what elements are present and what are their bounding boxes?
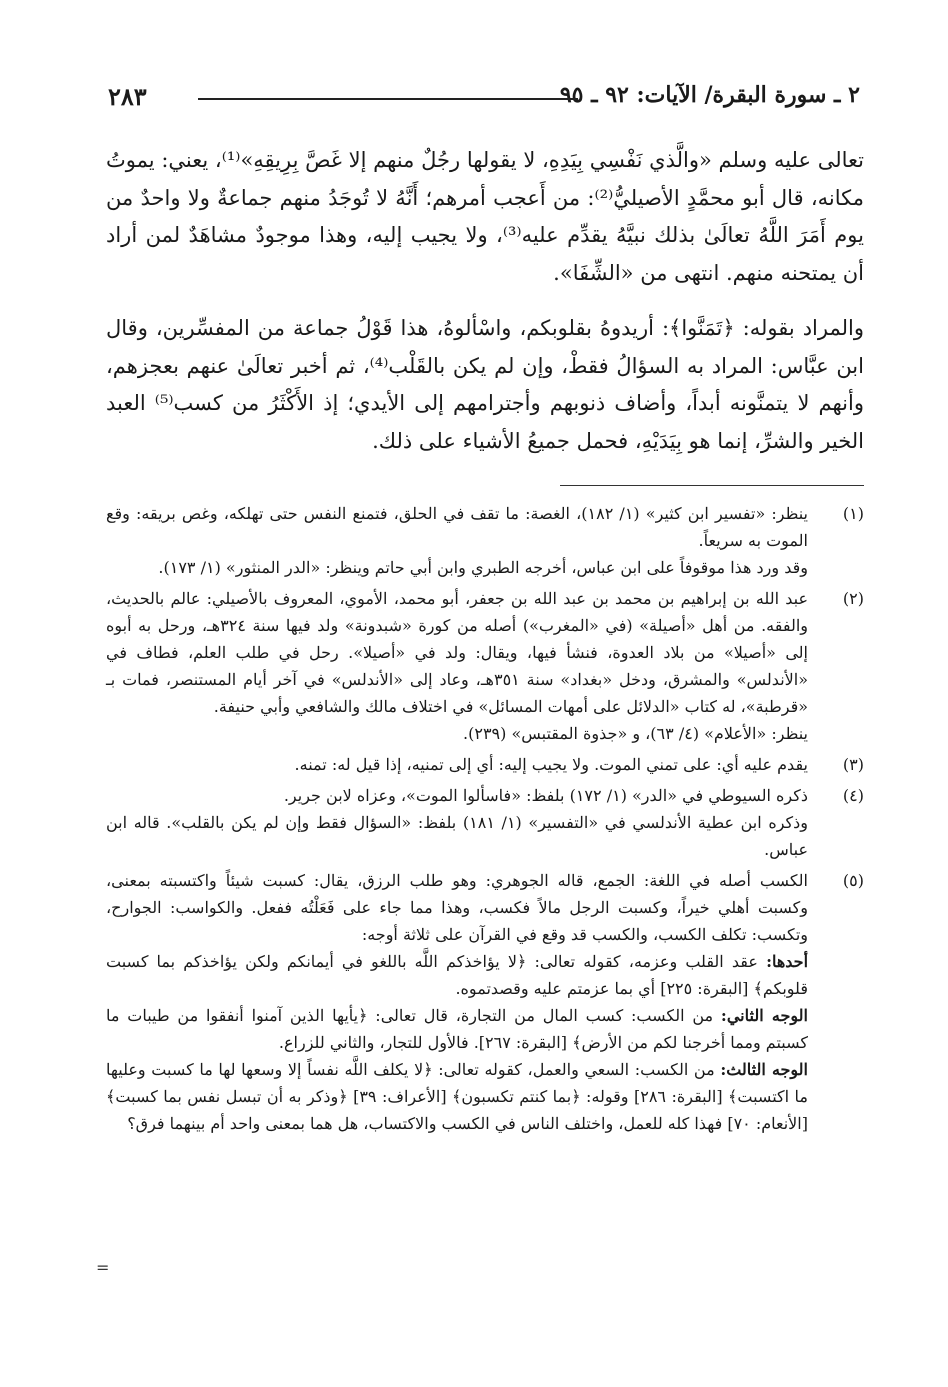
way-label: الوجه الثاني:	[720, 1006, 808, 1025]
footnote-2	[106, 585, 866, 747]
footnote-extra: وقد ورد هذا موقوفاً على ابن عباس، أخرجه الطبري وابن أبي حاتم وينظر: «الدر المنثور» (١/ ١٧٣).	[158, 558, 808, 577]
footnote-number: (١)	[842, 504, 864, 523]
footnote-way-2	[106, 1002, 808, 1056]
footnotes	[106, 500, 866, 1137]
footnote-text: ينظر: «تفسير ابن كثير» (١/ ١٨٢)، الغصة: ما تقف في الحلق، فتمنع النفس حتى تهلكه، وغص بريقه: وقع الموت به سريعاً.	[106, 504, 808, 550]
page-number: ٢٨٣	[108, 82, 147, 111]
main-text	[106, 142, 864, 460]
header-rule	[198, 98, 578, 100]
footnote-number: (٢)	[842, 589, 864, 608]
footnote-text: ذكره السيوطي في «الدر» (١/ ١٧٢) بلفظ: «فاسألوا الموت»، وعزاه لابن جرير.	[283, 786, 808, 805]
main-paragraph-2: والمراد بقوله: ﴿تَمَنَّوا﴾: أريدوهُ بقلوبكم، واسْألوهُ، هذا قَوْلُ جماعة من المفسِّرين، وقال ابن عبَّاس: المراد به السؤالُ فقطْ، وإن لم يكن بالقَلْب⁽⁴⁾، ثم أخبر تعالَىٰ عنهم بعجزهم، وأنهم لا يتمنَّونه أبداً، وأضاف ذنوبهم وأجترامهم إلى الأيدي؛ إذ الأَكْثَرُ من كسب⁽⁵⁾ العبد الخير والشرِّ، إنما هو بِيَدَيْهِ، فحمل جميعُ الأشياء على ذلك.	[106, 316, 865, 453]
footnote-way-1	[106, 948, 808, 1002]
footnote-text: عبد الله بن إبراهيم بن محمد بن عبد الله بن جعفر، أبو محمد، الأموي، المعروف بالأصيلي: عالم بالحديث، والفقه. من أهل «أصيلة» (في «المغرب») أصله من كورة «شبدونة» ولد فيها سنة ٣٢٤هـ، ورحل به أبوه إلى «أصيلا» من بلاد العدوة، فنشأ فيها، ويقال: ولد في «أصيلا». رحل في طلب العلم، فطاف في «الأندلس» والمشرق، ودخل «بغداد» سنة ٣٥١هـ، وعاد إلى «الأندلس» في آخر أيام المستنصر، فمات بـ «قرطبة»، له كتاب «الدلائل على أمهات المسائل» في اختلاف مالك والشافعي وأبي حنيفة.	[106, 589, 808, 716]
way-text: من الكسب: كسب المال من التجارة، قال تعالى: ﴿يأيها الذين آمنوا أنفقوا من طيبات ما كسبتم ومما أخرجنا لكم من الأرض﴾ [البقرة: ٢٦٧]. فالأول للتجار، والثاني للزراع.	[106, 1006, 808, 1052]
way-label: الوجه الثالث:	[720, 1060, 809, 1079]
footnote-5	[106, 867, 866, 1137]
footnote-extra: ينظر: «الأعلام» (٤/ ٦٣)، و «جذوة المقتبس» (٢٣٩).	[463, 724, 808, 743]
footnote-4	[106, 782, 866, 863]
footnote-extra: وذكره ابن عطية الأندلسي في «التفسير» (١/ ١٨١) بلفظ: «السؤال فقط وإن لم يكن بالقلب». قاله ابن عباس.	[106, 813, 809, 859]
footnote-3	[106, 751, 866, 778]
footnote-number: (٥)	[842, 871, 864, 890]
footnote-text: يقدم عليه أي: على تمني الموت. ولا يجيب إليه: أي إلى تمنيه، إذا قيل له: تمنه.	[294, 755, 808, 774]
running-title: ٢ ـ سورة البقرة/ الآيات: ٩٢ ـ ٩٥	[559, 82, 860, 108]
page-header	[108, 82, 860, 118]
way-text: عقد القلب وعزمه، كقوله تعالى: ﴿لا يؤاخذكم اللَّه باللغو في أيمانكم ولكن يؤاخذكم بما كسبت قلوبكم﴾ [البقرة: ٢٢٥] أي بما عزمتم عليه وقصدتموه.	[106, 952, 808, 998]
footnote-separator	[560, 485, 864, 486]
way-text: من الكسب: السعي والعمل، كقوله تعالى: ﴿لا يكلف اللَّه نفساً إلا وسعها لها ما كسبت وعليها ما اكتسبت﴾ [البقرة: ٢٨٦] وقوله: ﴿بما كنتم تكسبون﴾ [الأعراف: ٣٩] ﴿وذكر به أن تبسل نفس بما كسبت﴾ [الأنعام: ٧٠] فهذا كله للعمل، واختلف الناس في الكسب والاكتساب، هل هما بمعنى واحد أم بينهما فرق؟	[106, 1060, 808, 1133]
main-paragraph-1: تعالى عليه وسلم «والَّذي نَفْسِي بِيَدِهِ، لا يقولها رجُلٌ منهم إلا غَصَّ بِرِيقِهِ»⁽¹⁾، يعني: يموتُ مكانه، قال أبو محمَّدٍ الأصيليُّ⁽²⁾: من أَعجب أمرهم؛ أَنَّهُ لا تُوجَدُ منهم جماعةٌ ولا واحدٌ من يوم أَمَرَ اللَّهُ تعالَىٰ بذلك نبيَّهُ يقدِّم عليه⁽³⁾، ولا يجيب إليه، وهذا موجودٌ مشاهَدٌ لمن أراد أن يمتحنه منهم. انتهى من «الشِّفَا».	[106, 148, 865, 285]
footnote-number: (٤)	[842, 786, 864, 805]
continuation-mark: =	[96, 1258, 110, 1277]
footnote-number: (٣)	[842, 755, 864, 774]
footnote-text: الكسب أصله في اللغة: الجمع، قاله الجوهري: وهو طلب الرزق، يقال: كسبت شيئاً واكتسبته بمعنى، وكسبت أهلي خيراً، وكسبت الرجل مالاً فكسب، وهذا مما جاء على فَعَلْتُه ففعل. والكواسب: الجوارح، وتكسب: تكلف الكسب، والكسب قد وقع في القرآن على ثلاثة أوجه:	[106, 871, 808, 944]
footnote-way-3	[106, 1056, 808, 1137]
footnote-1	[106, 500, 866, 581]
way-label: أحدها:	[766, 952, 809, 971]
